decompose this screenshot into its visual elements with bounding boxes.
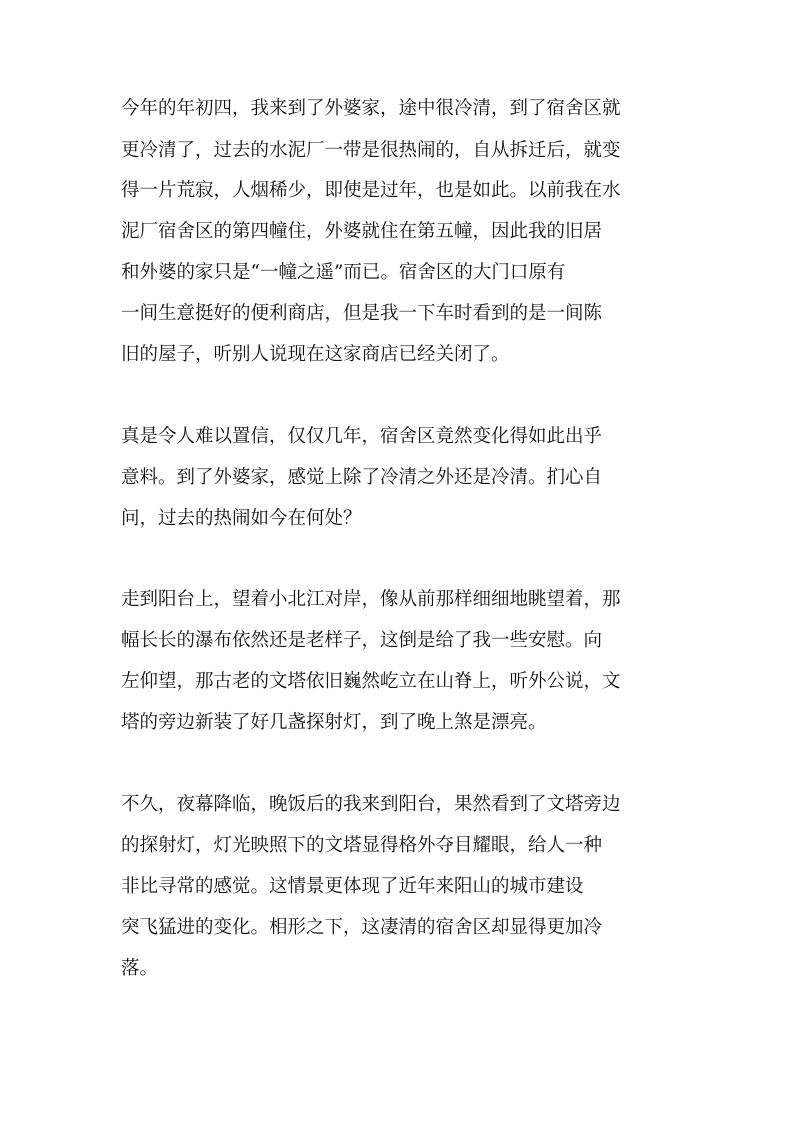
- paragraph-1-line-2: 更冷清了，过去的水泥厂一带是很热闹的，自从拆迁后，就变: [121, 140, 621, 161]
- paragraph-1-line-5: 和外婆的家只是“一幢之遥”而已。宿舍区的大门口原有: [121, 262, 566, 283]
- paragraph-4-line-4: 突飞猛进的变化。相形之下，这凄清的宿舍区却显得更加冷: [121, 917, 603, 938]
- paragraph-3-line-2: 幅长长的瀑布依然还是老样子，这倒是给了我一些安慰。向: [121, 630, 603, 651]
- paragraph-2-line-2: 意料。到了外婆家，感觉上除了冷清之外还是冷清。扪心自: [121, 467, 603, 488]
- paragraph-1-line-7: 旧的屋子，听别人说现在这家商店已经关闭了。: [121, 344, 510, 365]
- paragraph-1-line-1: 今年的年初四，我来到了外婆家，途中很冷清，到了宿舍区就: [121, 98, 621, 119]
- paragraph-3-line-4: 塔的旁边新装了好几盏探射灯，到了晚上煞是漂亮。: [121, 712, 547, 733]
- paragraph-1-line-6: 一间生意挺好的便利商店，但是我一下车时看到的是一间陈: [121, 303, 603, 324]
- paragraph-4-line-3: 非比寻常的感觉。这情景更体现了近年来阳山的城市建设: [121, 876, 584, 897]
- paragraph-1-line-4: 泥厂宿舍区的第四幢住，外婆就住在第五幢，因此我的旧居: [121, 221, 603, 242]
- paragraph-1-line-3: 得一片荒寂，人烟稀少，即使是过年，也是如此。以前我在水: [121, 180, 621, 201]
- paragraph-4-line-5: 落。: [121, 958, 159, 979]
- paragraph-2-line-1: 真是令人难以置信，仅仅几年，宿舍区竟然变化得如此出乎: [121, 426, 603, 447]
- paragraph-4-line-2: 的探射灯，灯光映照下的文塔显得格外夺目耀眼，给人一种: [121, 835, 603, 856]
- paragraph-3-line-3: 左仰望，那古老的文塔依旧巍然屹立在山脊上，听外公说，文: [121, 671, 621, 692]
- paragraph-2-line-3: 问，过去的热闹如今在何处？: [121, 508, 362, 529]
- paragraph-3-line-1: 走到阳台上，望着小北江对岸，像从前那样细细地眺望着，那: [121, 589, 621, 610]
- paragraph-4-line-1: 不久，夜幕降临，晚饭后的我来到阳台，果然看到了文塔旁边: [121, 794, 621, 815]
